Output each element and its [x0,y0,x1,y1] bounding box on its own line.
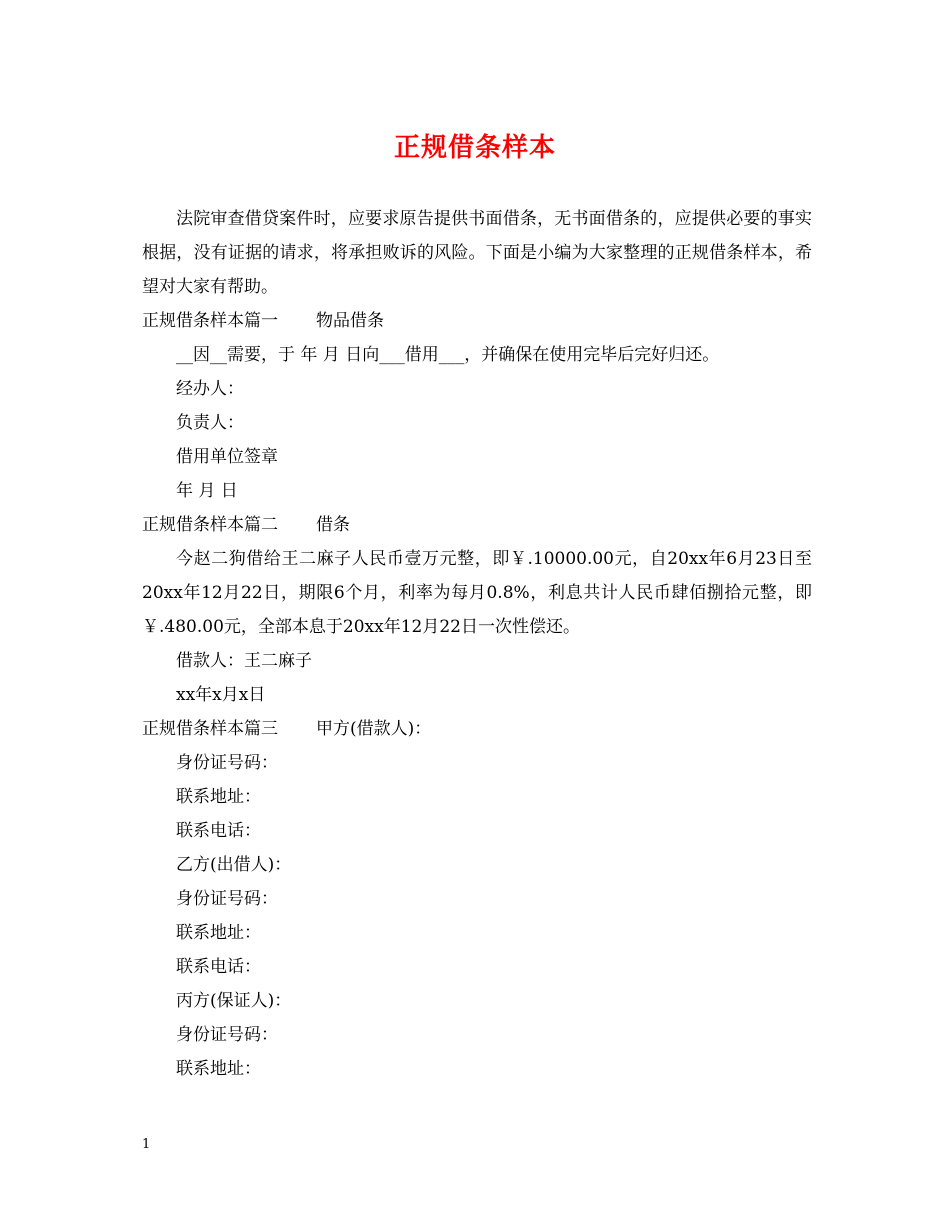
section-3-subtitle: 甲方(借款人)： [316,719,432,739]
section-3-line: 联系电话： [176,821,261,841]
section-1-line: 经办人： [176,379,244,399]
section-3-line: 丙方(保证人)： [176,991,292,1011]
section-2-subtitle: 借条 [316,515,350,535]
section-3-line: 身份证号码： [176,889,278,909]
section-2-heading [142,508,812,542]
section-1-heading [142,304,812,338]
section-1-line: 负责人： [176,413,244,433]
section-2-paragraph: 今赵二狗借给王二麻子人民币壹万元整，即￥.10000.00元，自20xx年6月23日至20xx年12月22日，期限6个月，利率为每月0.8%，利息共计人民币肆佰捌拾元整，即￥.480.00元，全部本息于20xx年12月22日一次性偿还。 [142,549,812,637]
section-3-heading [142,712,812,746]
section-2-line: xx年x月x日 [176,685,266,705]
intro-paragraph: 法院审查借贷案件时，应要求原告提供书面借条，无书面借条的，应提供必要的事实根据，没有证据的请求，将承担败诉的风险。下面是小编为大家整理的正规借条样本，希望对大家有帮助。 [142,209,812,297]
section-1-line: 借用单位签章 [176,447,278,467]
section-3-line: 联系地址： [176,787,261,807]
section-3-line: 身份证号码： [176,1025,278,1045]
section-3-title: 正规借条样本篇三 [142,719,278,739]
document-title: 正规借条样本 [393,133,556,163]
section-1-title: 正规借条样本篇一 [142,311,278,331]
section-2-line: 借款人：王二麻子 [176,651,312,671]
page-number: 1 [142,1137,151,1152]
section-1-line: __因__需要，于 年 月 日向___借用___，并确保在使用完毕后完好归还。 [176,345,720,365]
section-3-line: 身份证号码： [176,753,278,773]
document-body [142,202,812,1086]
section-1-line: 年 月 日 [176,481,238,501]
section-3-line: 联系电话： [176,957,261,977]
section-1-subtitle: 物品借条 [316,311,384,331]
section-3-line: 联系地址： [176,1059,261,1079]
section-3-line: 联系地址： [176,923,261,943]
section-3-line: 乙方(出借人)： [176,855,292,875]
section-2-title: 正规借条样本篇二 [142,515,278,535]
